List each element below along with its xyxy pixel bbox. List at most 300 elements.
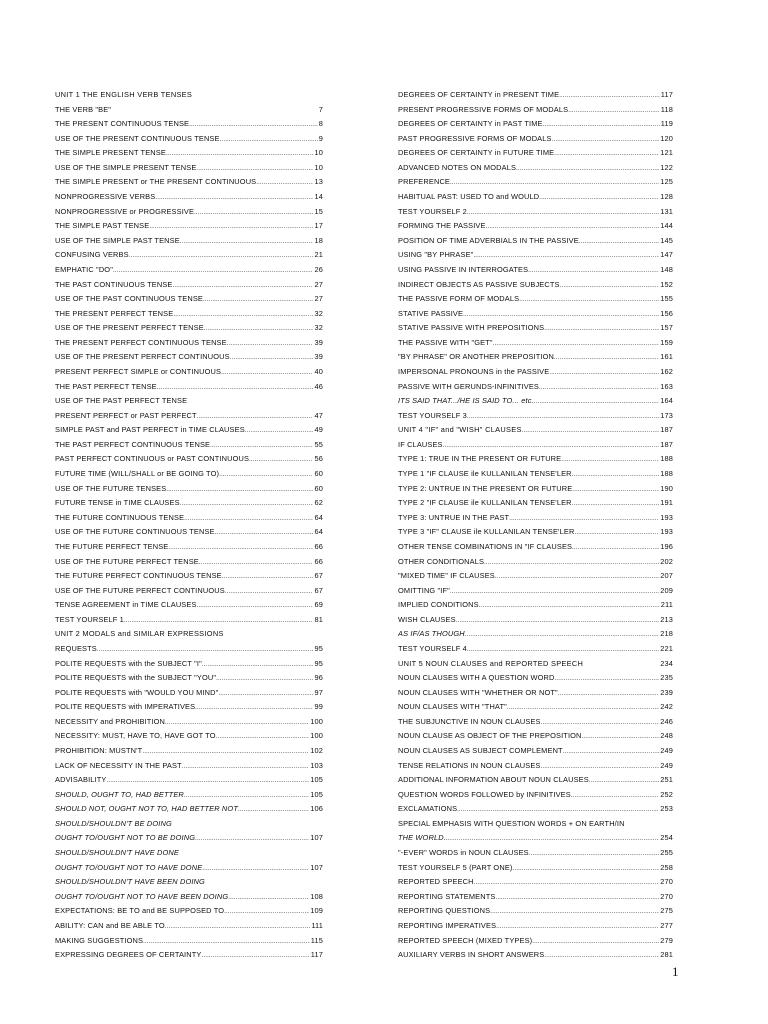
toc-entry-title: USE OF THE PRESENT CONTINUOUS TENSE	[55, 133, 220, 143]
toc-entry-page: 97	[314, 687, 323, 697]
toc-entry-page: 13	[314, 177, 323, 187]
toc-entry-title: HABITUAL PAST: USED TO and WOULD	[398, 192, 540, 202]
dot-leader	[221, 366, 313, 380]
toc-entry	[398, 642, 673, 657]
dot-leader	[456, 614, 660, 628]
dot-leader	[203, 293, 313, 307]
toc-entry-page: 125	[660, 177, 673, 187]
toc-entry-title: USE OF THE SIMPLE PRESENT TENSE	[55, 162, 197, 172]
toc-entry-page: 49	[314, 425, 323, 435]
toc-entry-title: NOUN CLAUSES WITH "THAT"	[398, 702, 507, 712]
toc-unit-heading	[398, 423, 673, 438]
dot-leader	[210, 439, 313, 453]
toc-entry-title: USE OF THE PAST PERFECT TENSE	[55, 396, 188, 406]
toc-entry-page: 96	[314, 673, 323, 683]
dot-leader	[568, 104, 660, 118]
toc-entry-title: FORMING THE PASSIVE	[398, 221, 486, 231]
toc-entry-page: 8	[318, 119, 323, 129]
dot-leader	[495, 891, 659, 905]
dot-leader	[541, 760, 660, 774]
toc-entry-page: 249	[660, 746, 673, 756]
toc-entry-title: TEST YOURSELF 4	[398, 643, 467, 653]
dot-leader	[157, 381, 314, 395]
toc-entry-title: THE SUBJUNCTIVE IN NOUN CLAUSES	[398, 716, 541, 726]
dot-leader	[479, 599, 660, 613]
toc-entry	[398, 336, 673, 351]
dot-leader	[486, 220, 660, 234]
toc-entry	[398, 394, 673, 409]
dot-leader	[571, 789, 659, 803]
toc-entry-page: 99	[314, 702, 323, 712]
toc-entry-title: PRESENT PROGRESSIVE FORMS OF MODALS	[398, 104, 569, 114]
toc-entry-title: STATIVE PASSIVE WITH PREPOSITIONS	[398, 323, 545, 333]
toc-entry-title: PAST PROGRESSIVE FORMS OF MODALS	[398, 133, 552, 143]
dot-leader	[519, 293, 659, 307]
toc-entry	[55, 307, 323, 322]
toc-entry	[55, 598, 323, 613]
toc-entry-page: 7	[318, 104, 323, 114]
toc-entry-page: 62	[314, 498, 323, 508]
toc-entry	[55, 846, 323, 861]
toc-entry-title: POLITE REQUESTS with "WOULD YOU MIND"	[55, 687, 219, 697]
toc-entry-title: MAKING SUGGESTIONS	[55, 935, 144, 945]
toc-entry	[55, 190, 323, 205]
toc-entry-page: 105	[310, 775, 323, 785]
dot-leader	[238, 803, 309, 817]
toc-entry-title: OTHER TENSE COMBINATIONS IN "IF CLAUSES	[398, 541, 573, 551]
toc-entry-title: REPORTING STATEMENTS	[398, 891, 496, 901]
toc-entry-title: FUTURE TENSE in TIME CLAUSES	[55, 498, 180, 508]
toc-entry	[55, 948, 323, 963]
toc-entry-page: 187	[660, 439, 673, 449]
toc-entry	[55, 321, 323, 336]
toc-entry-title: REQUESTS	[55, 643, 97, 653]
toc-entry-title: OTHER CONDITIONALS	[398, 556, 485, 566]
toc-entry	[398, 555, 673, 570]
toc-entry-title: WISH CLAUSES	[398, 614, 456, 624]
toc-entry-title: THE PASSIVE FORM OF MODALS	[398, 294, 520, 304]
dot-leader	[552, 133, 660, 147]
toc-entry	[398, 307, 673, 322]
toc-entry-title: NOUN CLAUSES WITH "WHETHER OR NOT"	[398, 687, 558, 697]
dot-leader	[107, 774, 310, 788]
toc-entry-title: POLITE REQUESTS with IMPERATIVES	[55, 702, 196, 712]
toc-entry-page: 95	[314, 643, 323, 653]
toc-entry	[398, 627, 673, 642]
toc-entry-page: 162	[660, 366, 673, 376]
toc-entry	[55, 744, 323, 759]
dot-leader	[572, 483, 659, 497]
dot-leader	[218, 687, 313, 701]
toc-entry-page: 147	[660, 250, 673, 260]
toc-entry-title: USE OF THE FUTURE TENSES	[55, 483, 167, 493]
toc-entry-page: 118	[660, 104, 673, 114]
dot-leader	[165, 920, 311, 934]
toc-entry	[55, 482, 323, 497]
toc-entry-page: 131	[660, 206, 673, 216]
dot-leader	[467, 206, 659, 220]
dot-leader	[201, 949, 309, 963]
toc-entry	[55, 248, 323, 263]
toc-entry	[55, 569, 323, 584]
toc-entry	[55, 365, 323, 380]
dot-leader	[589, 774, 659, 788]
dot-leader	[465, 628, 659, 642]
toc-entry-page: 106	[310, 804, 323, 814]
toc-entry-title: TYPE 3 "IF" CLAUSE ile KULLANILAN TENSE'LER	[398, 527, 575, 537]
toc-entry-page: 193	[660, 512, 673, 522]
dot-leader	[467, 643, 659, 657]
dot-leader	[516, 162, 659, 176]
toc-entry	[55, 613, 323, 628]
toc-entry-page: 119	[660, 119, 673, 129]
toc-entry	[55, 919, 323, 934]
toc-entry	[55, 686, 323, 701]
toc-entry-title: SPECIAL EMPHASIS WITH QUESTION WORDS + ON EARTH/IN	[398, 818, 625, 828]
toc-entry	[55, 380, 323, 395]
dot-leader	[197, 599, 314, 613]
toc-entry-page: 218	[660, 629, 673, 639]
toc-entry	[398, 292, 673, 307]
toc-unit-heading	[398, 657, 673, 672]
dot-leader	[507, 701, 659, 715]
toc-entry-page: 32	[314, 323, 323, 333]
toc-entry-page: 66	[314, 541, 323, 551]
toc-entry-title: EXPECTATIONS: BE TO and BE SUPPOSED TO	[55, 906, 225, 916]
toc-entry-page: 111	[311, 920, 323, 930]
dot-leader	[529, 847, 659, 861]
dot-leader	[256, 176, 313, 190]
toc-entry-page: 121	[660, 148, 673, 158]
toc-entry-page: 235	[660, 673, 673, 683]
toc-entry-title: THE PAST CONTINUOUS TENSE	[55, 279, 173, 289]
toc-entry	[398, 146, 673, 161]
toc-entry-title: PAST PERFECT CONTINUOUS or PAST CONTINUOUS	[55, 454, 250, 464]
toc-entry-title: LACK OF NECESSITY IN THE PAST	[55, 760, 182, 770]
toc-entry-page: 26	[314, 264, 323, 274]
toc-entry	[55, 263, 323, 278]
toc-entry-title: PRESENT PERFECT or PAST PERFECT	[55, 410, 197, 420]
dot-leader	[249, 453, 313, 467]
toc-entry-title: INDIRECT OBJECTS AS PASSIVE SUBJECTS	[398, 279, 560, 289]
page-number: 1	[672, 964, 679, 979]
toc-entry-page: 60	[314, 469, 323, 479]
dot-leader	[166, 483, 313, 497]
dot-leader	[204, 322, 314, 336]
dot-leader	[443, 439, 660, 453]
toc-entry-page: 102	[310, 746, 323, 756]
toc-entry-title: NONPROGRESSIVE VERBS	[55, 192, 156, 202]
toc-entry	[55, 525, 323, 540]
toc-entry-title: UNIT 2 MODALS and SIMILAR EXPRESSIONS	[55, 629, 224, 639]
toc-entry-title: QUESTION WORDS FOLLOWED by INFINITIVES	[398, 789, 571, 799]
dot-leader	[554, 147, 659, 161]
toc-entry-page: 275	[660, 906, 673, 916]
toc-entry-title: USE OF THE PRESENT PERFECT TENSE	[55, 323, 204, 333]
toc-entry-title: PROHIBITION: MUSTN'T	[55, 746, 143, 756]
dot-leader	[129, 249, 314, 263]
toc-entry-title: THE SIMPLE PAST TENSE	[55, 221, 150, 231]
toc-entry-title: ITS SAID THAT.../HE IS SAID TO... etc.	[398, 396, 534, 406]
toc-entry	[398, 234, 673, 249]
dot-leader	[560, 279, 660, 293]
toc-entry-title: ABILITY: CAN and BE ABLE TO	[55, 920, 165, 930]
toc-entry-title: SHOULD/SHOULDN'T HAVE DONE	[55, 848, 179, 858]
toc-entry-title: "-EVER" WORDS in NOUN CLAUSES	[398, 848, 529, 858]
toc-entry-title: DEGREES OF CERTAINTY in PAST TIME	[398, 119, 543, 129]
toc-entry-page: 67	[314, 585, 323, 595]
toc-entry-page: 173	[660, 410, 673, 420]
toc-entry-page: 152	[660, 279, 673, 289]
dot-leader	[215, 526, 314, 540]
dot-leader	[467, 410, 659, 424]
toc-entry-page: 108	[310, 891, 323, 901]
toc-entry-page: 190	[660, 483, 673, 493]
toc-entry-title: NECESSITY and PROHIBITION	[55, 716, 165, 726]
toc-entry-page: 207	[660, 571, 673, 581]
toc-entry-page: 253	[660, 804, 673, 814]
toc-entry-title: UNIT 5 NOUN CLAUSES and REPORTED SPEECH	[398, 658, 584, 668]
dot-leader	[559, 89, 660, 103]
toc-entry-title: THE FUTURE PERFECT CONTINUOUS TENSE	[55, 571, 222, 581]
toc-entry	[55, 103, 323, 118]
toc-entry	[55, 511, 323, 526]
toc-entry-page: 281	[660, 950, 673, 960]
toc-entry	[398, 438, 673, 453]
toc-entry	[55, 875, 323, 890]
toc-entry-title: USING PASSIVE IN INTERROGATES	[398, 264, 529, 274]
toc-entry-title: UNIT 4 "IF" and "WISH" CLAUSES	[398, 425, 522, 435]
toc-entry-title: ADVANCED NOTES ON MODALS	[398, 162, 517, 172]
dot-leader	[554, 351, 659, 365]
toc-entry	[55, 117, 323, 132]
toc-entry-page: 32	[314, 308, 323, 318]
dot-leader	[539, 381, 659, 395]
toc-entry-page: 221	[660, 643, 673, 653]
dot-leader	[513, 862, 660, 876]
toc-entry	[398, 88, 673, 103]
dot-leader	[195, 832, 309, 846]
toc-entry-title: USE OF THE FUTURE CONTINUOUS TENSE	[55, 527, 215, 537]
toc-entry-page: 258	[660, 862, 673, 872]
toc-entry-title: IMPLIED CONDITIONS	[398, 600, 479, 610]
toc-entry-title: PASSIVE WITH GERUNDS-INFINITIVES	[398, 381, 539, 391]
toc-unit-heading	[55, 88, 323, 103]
toc-entry-title: USE OF THE SIMPLE PAST TENSE	[55, 235, 180, 245]
toc-entry-page: 115	[310, 935, 323, 945]
toc-entry	[398, 919, 673, 934]
toc-entry-page: 100	[310, 731, 323, 741]
dot-leader	[484, 556, 659, 570]
toc-entry	[398, 948, 673, 963]
dot-leader	[528, 264, 659, 278]
toc-entry	[55, 788, 323, 803]
toc-entry-page: 67	[314, 571, 323, 581]
toc-entry-title: UNIT 1 THE ENGLISH VERB TENSES	[55, 90, 193, 99]
toc-entry-page: 117	[310, 950, 323, 960]
toc-entry-title: POLITE REQUESTS with the SUBJECT "I"	[55, 658, 202, 668]
dot-leader	[202, 658, 314, 672]
toc-entry	[55, 890, 323, 905]
dot-leader	[180, 497, 314, 511]
toc-entry-title: REPORTED SPEECH (MIXED TYPES)	[398, 935, 533, 945]
toc-entry-page: 128	[660, 192, 673, 202]
toc-entry	[398, 132, 673, 147]
toc-entry-page: 64	[314, 527, 323, 537]
toc-entry-title: OUGHT TO/OUGHT NOT TO HAVE DONE	[55, 862, 203, 872]
toc-entry-title: USE OF THE PAST CONTINUOUS TENSE	[55, 294, 203, 304]
dot-leader	[450, 585, 659, 599]
toc-entry-title: TYPE 2 "IF CLAUSE ile KULLANILAN TENSE'LER	[398, 498, 572, 508]
toc-entry	[398, 598, 673, 613]
toc-entry	[55, 394, 323, 409]
toc-entry-title: THE FUTURE PERFECT TENSE	[55, 541, 169, 551]
toc-entry-page: 39	[314, 337, 323, 347]
toc-entry-page: 46	[314, 381, 323, 391]
toc-entry-title: ADDITIONAL INFORMATION ABOUT NOUN CLAUSES	[398, 775, 589, 785]
dot-leader	[496, 920, 659, 934]
dot-leader	[199, 556, 314, 570]
toc-entry-page: 157	[660, 323, 673, 333]
toc-entry	[55, 555, 323, 570]
dot-leader	[149, 220, 313, 234]
dot-leader	[473, 249, 659, 263]
dot-leader	[189, 118, 318, 132]
toc-entry-page: 107	[310, 833, 323, 843]
toc-entry-page: 120	[660, 133, 673, 143]
toc-entry-title: IF CLAUSES	[398, 439, 443, 449]
toc-entry	[55, 642, 323, 657]
toc-entry	[398, 934, 673, 949]
toc-entry	[55, 146, 323, 161]
toc-entry-title: "MIXED TIME" IF CLAUSES	[398, 571, 495, 581]
dot-leader	[495, 570, 659, 584]
dot-leader	[113, 264, 313, 278]
toc-entry	[55, 802, 323, 817]
toc-right-column	[398, 88, 673, 963]
toc-entry-page: 60	[314, 483, 323, 493]
toc-entry-title: THE PRESENT CONTINUOUS TENSE	[55, 119, 190, 129]
toc-entry-title: NONPROGRESSIVE or PROGRESSIVE	[55, 206, 195, 216]
toc-entry-title: "BY PHRASE" OR ANOTHER PREPOSITION	[398, 352, 555, 362]
dot-leader	[493, 337, 660, 351]
toc-entry-title: AUXILIARY VERBS IN SHORT ANSWERS	[398, 950, 545, 960]
toc-entry	[398, 802, 673, 817]
dot-leader	[474, 876, 660, 890]
toc-entry	[55, 423, 323, 438]
dot-leader	[572, 497, 660, 511]
toc-entry	[398, 584, 673, 599]
toc-entry-title: USING "BY PHRASE"	[398, 250, 474, 260]
toc-entry	[398, 861, 673, 876]
toc-entry-page: 144	[660, 221, 673, 231]
toc-entry-page: 81	[314, 614, 323, 624]
toc-entry	[55, 205, 323, 220]
toc-entry	[398, 686, 673, 701]
toc-entry-page: 246	[660, 716, 673, 726]
toc-entry-title: THE WORLD	[398, 833, 444, 843]
toc-entry-title: REPORTING IMPERATIVES	[398, 920, 497, 930]
dot-leader	[558, 687, 659, 701]
dot-leader	[450, 176, 659, 190]
toc-entry-title: SHOULD NOT, OUGHT NOT TO, HAD BETTER NOT	[55, 804, 238, 814]
toc-entry-page: 10	[314, 162, 323, 172]
toc-entry-title: NOUN CLAUSE AS OBJECT OF THE PREPOSITION	[398, 731, 582, 741]
toc-entry-title: FUTURE TIME (WILL/SHALL or BE GOING TO)	[55, 469, 220, 479]
toc-entry	[398, 482, 673, 497]
dot-leader	[196, 162, 313, 176]
toc-entry	[55, 175, 323, 190]
toc-entry-page: 213	[660, 614, 673, 624]
toc-entry	[398, 759, 673, 774]
dot-leader	[572, 468, 660, 482]
toc-entry-page: 254	[660, 833, 673, 843]
toc-entry	[55, 657, 323, 672]
toc-entry	[398, 613, 673, 628]
dot-leader	[549, 366, 659, 380]
dot-leader	[222, 570, 314, 584]
dot-leader	[543, 118, 660, 132]
dot-leader	[457, 803, 659, 817]
dot-leader	[195, 701, 313, 715]
toc-entry	[398, 263, 673, 278]
toc-entry-page: 209	[660, 585, 673, 595]
dot-leader	[216, 730, 310, 744]
toc-entry-page: 159	[660, 337, 673, 347]
toc-entry-title: PREFERENCE	[398, 177, 451, 187]
toc-entry	[398, 700, 673, 715]
toc-entry-page: 27	[314, 279, 323, 289]
toc-entry-page: 188	[660, 454, 673, 464]
toc-entry-page: 18	[314, 235, 323, 245]
toc-entry	[398, 219, 673, 234]
toc-entry-page: 148	[660, 264, 673, 274]
toc-entry-title: THE PAST PERFECT CONTINUOUS TENSE	[55, 439, 211, 449]
toc-entry	[398, 817, 673, 832]
dot-leader	[539, 191, 659, 205]
toc-entry-page: 109	[310, 906, 323, 916]
toc-entry-page: 56	[314, 454, 323, 464]
toc-entry	[398, 773, 673, 788]
toc-entry	[55, 234, 323, 249]
toc-entry-page: 47	[314, 410, 323, 420]
dot-leader	[228, 891, 309, 905]
toc-entry	[55, 759, 323, 774]
toc-entry-page: 248	[660, 731, 673, 741]
toc-entry-title: TYPE 1 "IF CLAUSE ile KULLANILAN TENSE'LER	[398, 469, 572, 479]
dot-leader	[165, 716, 309, 730]
toc-entry	[55, 292, 323, 307]
dot-leader	[544, 949, 659, 963]
toc-entry	[398, 248, 673, 263]
toc-entry-title: TENSE AGREEMENT in TIME CLAUSES	[55, 600, 197, 610]
dot-leader	[532, 935, 659, 949]
toc-entry-page: 145	[660, 235, 673, 245]
dot-leader	[227, 337, 314, 351]
toc-entry-title: TEST YOURSELF 5 (PART ONE)	[398, 862, 513, 872]
toc-entry-title: TYPE 3: UNTRUE IN THE PAST	[398, 512, 510, 522]
toc-left-column	[55, 88, 323, 963]
toc-entry	[398, 175, 673, 190]
toc-entry-page: 191	[660, 498, 673, 508]
toc-entry	[398, 380, 673, 395]
dot-leader	[230, 351, 314, 365]
toc-entry-title: THE VERB "BE"	[55, 104, 112, 114]
dot-leader	[155, 191, 313, 205]
toc-entry-title: OUGHT TO/OUGHT NOT TO BE DOING	[55, 833, 196, 843]
toc-entry-page: 193	[660, 527, 673, 537]
toc-entry	[398, 365, 673, 380]
